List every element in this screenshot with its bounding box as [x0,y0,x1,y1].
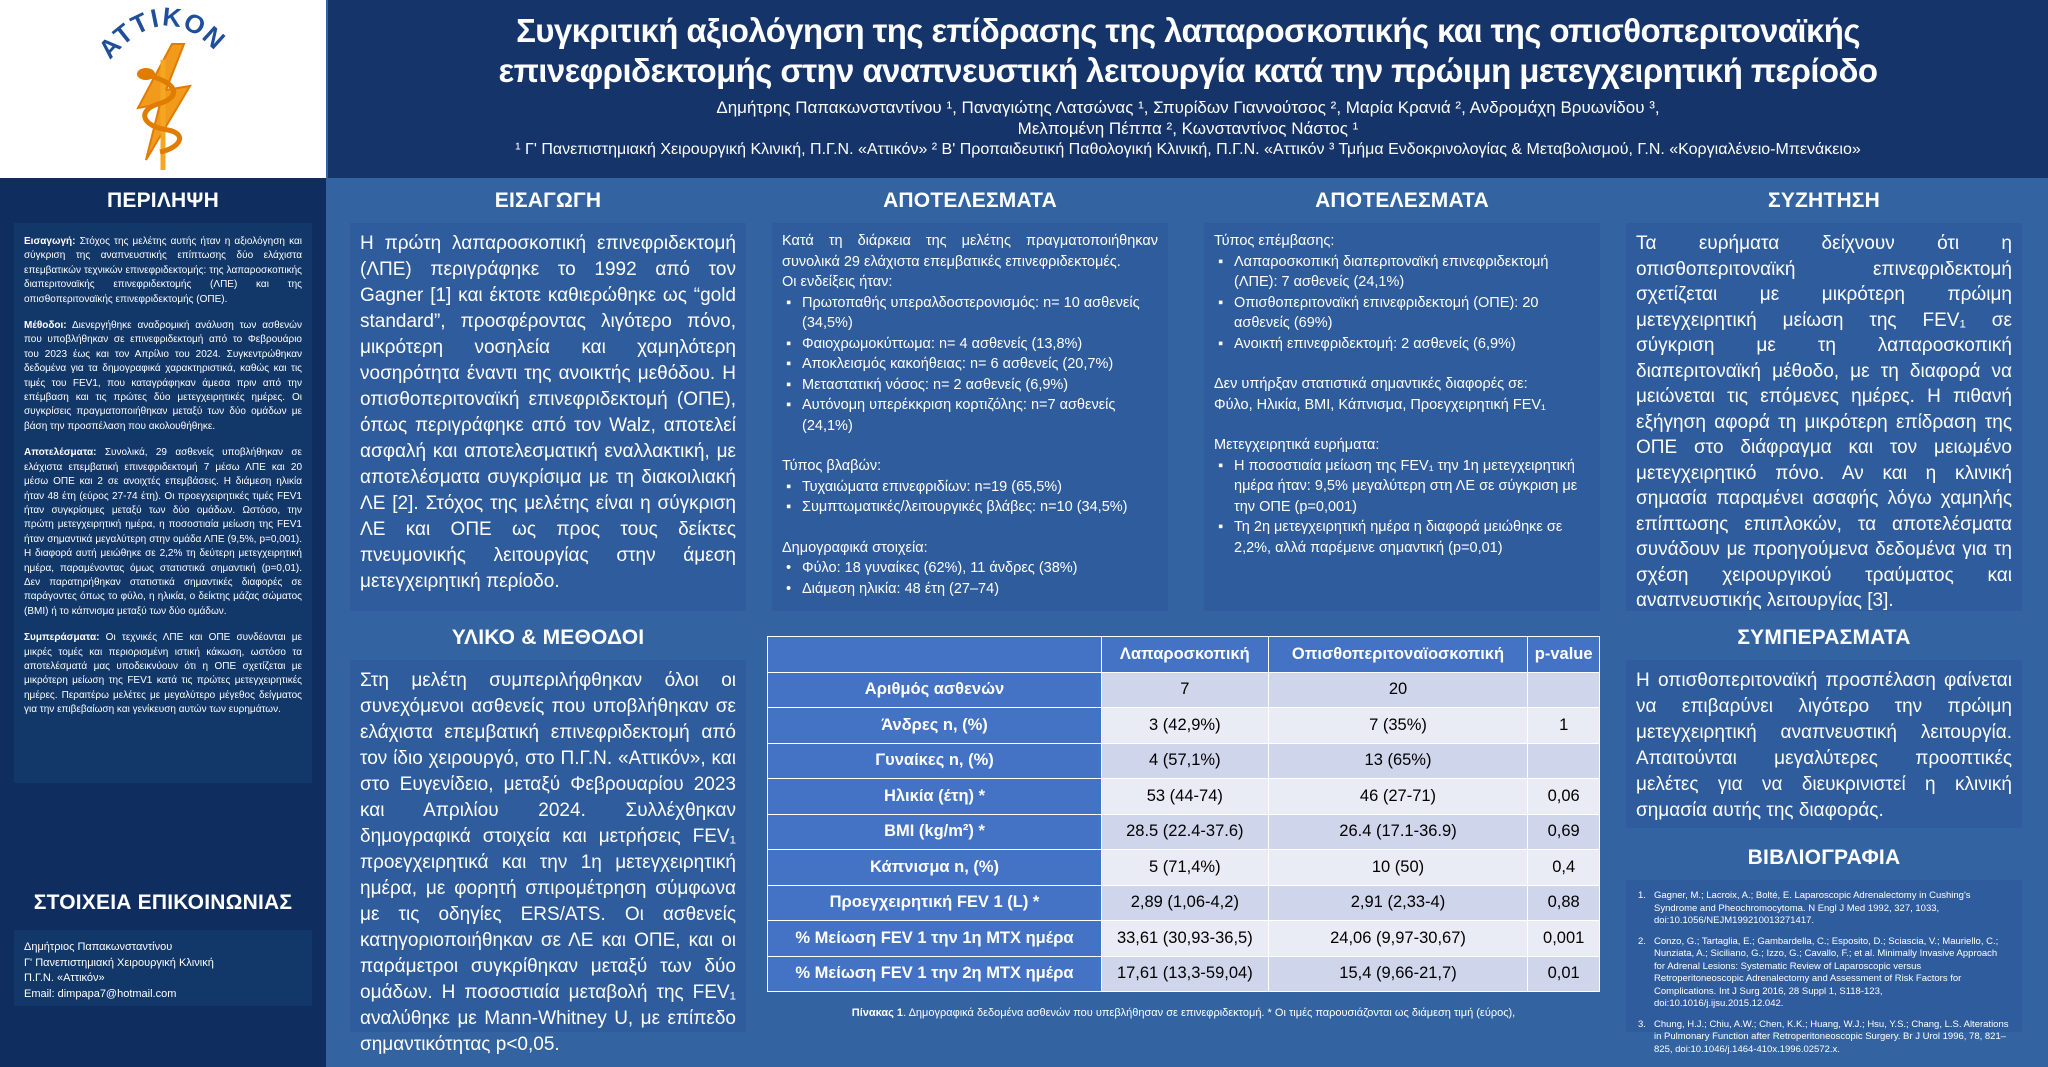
cell-laparoscopic: 7 [1102,672,1269,708]
indications-list [782,293,1158,437]
summary-conclusions-text: Οι τεχνικές ΛΠΕ και ΟΠΕ συνδέονται με μικρές τομές και περιορισμένη ιστική κάκωση, ωστόσο τα αποτελέσματά μας υποδεικνύουν ότι η ΟΠΕ σχετίζεται με μικρότερη μείωση της FEV1 κατά τις πρώτες μετεγχειρητικές ημέρες. Περαιτέρω μελέτες με μεγαλύτερο μέγεθος δείγματος για την επιβεβαίωση και γενίκευση αυτών των ευρημάτων. [24,632,302,716]
summary-methods [24,319,302,434]
cell-pvalue: 0,001 [1528,921,1600,957]
list-item: ▪ Λαπαροσκοπική διαπεριτοναϊκή επινεφριδεκτομή (ΛΠΕ): 7 ασθενείς (24,1%) [1214,252,1590,293]
caption-label: Πίνακας 1 [851,1007,904,1019]
no-difference-line-1: Δεν υπήρξαν στατιστικά σημαντικές διαφορές σε: [1214,376,1528,392]
summary-conclusions [24,631,302,717]
cell-laparoscopic: 3 (42,9%) [1102,708,1269,744]
results1-intro: Κατά τη διάρκεια της μελέτης πραγματοποιήθηκαν συνολικά 29 ελάχιστα επεμβατικές επινεφριδεκτομές. [782,233,1158,270]
cell-retroperitoneal: 46 (27-71) [1268,779,1528,815]
reference-item: 2. Conzo, G.; Tartaglia, E.; Gambardella, C.; Esposito, D.; Sciascia, V.; Mauriello, C.; Nunziata, A.; Siciliano, G.; Izzo, G.; Cavallo, F.; et al. Minimally Invasive Approach for Adrenal Lesions: Systematic Review of Laparoscopic versus Retroperitoneoscopic Adrenalectomy and Assessment of Risk Factors for Complications. Int J Surg 2016, 28 Suppl 1, S118-123, doi:10.1016/j.ijsu.2015.12.042. [1638,935,1999,1009]
authors-line-1: Δημήτρης Παπακωνσταντίνου ¹, Παναγιώτης Λατσώνας ¹, Σπυρίδων Γιαννούτσος ², Μαρία Κρανιά ², Ανδρομάχη Βρυωνίδου ³, [716,98,1660,117]
intro-text: Η πρώτη λαπαροσκοπική επινεφριδεκτομή (ΛΠΕ) περιγράφηκε το 1992 από τον Gagner [1] και έκτοτε καθιερώθηκε ως “gold standard”, προσφέροντας λιγότερο πόνο, μικρότερη νοσηλεία και χαμηλότερη νοσηρότητα έναντι της ανοικτής μεθόδου. Η οπισθοπεριτοναϊκή επινεφριδεκτομή (ΟΠΕ), όπως περιγράφηκε από τον Walz, αποτελεί ασφαλή και αποτελεσματική εναλλακτική, με αποτελέσματα συγκρίσιμα με τη διακοιλιακή ΛΕ [2]. Στόχος της μελέτης είναι η σύγκριση ΛΕ και ΟΠΕ ως προς τους δείκτες πνευμονικής λειτουργίας στην άμεση μετεγχειρητική περίοδο. [360,233,736,592]
summary-methods-text: Διενεργήθηκε αναδρομική ανάλυση των ασθενών που υποβλήθηκαν σε επινεφριδεκτομή από το Φεβρουάριο του 2023 έως και τον Απρίλιο του 2024. Συγκεντρώθηκαν δεδομένα για τα δημογραφικά χαρακτηριστικά, καθώς και τις τιμές του FEV1, που καταγράφηκαν άμεσα πριν από την επέμβαση και τις πρώτες δύο μετεγχειρητικές ημέρες. Οι συγκρίσεις πραγματοποιήθηκαν μεταξύ των δύο ομάδων με βάση την προσπέλαση που ακολουθήθηκε. [24,320,302,432]
contact-title: ΣΤΟΙΧΕΙΑ ΕΠΙΚΟΙΝΩΝΙΑΣ [33,891,293,914]
no-difference-line-2: Φύλο, Ηλικία, BMI, Κάπνισμα, Προεγχειρητική FEV₁ [1214,396,1546,413]
list-item: • Διάμεση ηλικία: 48 έτη (27–74) [782,579,1158,600]
results2-box [1204,223,1600,611]
summary-results-text: Συνολικά, 29 ασθενείς υποβλήθηκαν σε ελάχιστα επεμβατική επινεφριδεκτομή 7 μέσω ΛΠΕ και 20 μέσω ΟΠΕ και 2 σε ανοιχτές επεμβάσεις. Η διάμεση ηλικία ήταν 48 έτη (εύρος 27-74 έτη). Οι προεγχειρητικές τιμές FEV1 ήταν συγκρίσιμες μεταξύ των δύο ομάδων. Ωστόσο, την πρώτη μετεγχειρητική ημέρα, η ποσοστιαία μείωση της FEV1 ήταν σημαντικά μεγαλύτερη στην ομάδα ΛΠΕ (9,5%, p=0,001). Η διαφορά αυτή μειώθηκε σε 2,2% τη δεύτερη μετεγχειρητική ημέρα, παραμένοντας όμως στατιστικά σημαντική (p=0,01). Δεν παρατηρήθηκαν στατιστικά σημαντικές διαφορές σε παράγοντες όπως το φύλο, η ηλικία, ο δείκτης μάζας σώματος (BMI) ή το κάπνισμα μεταξύ των δύο ομάδων. [24,447,302,617]
reference-list [1638,890,2010,1056]
cell-retroperitoneal: 7 (35%) [1268,708,1528,744]
attikon-logo [0,0,326,178]
row-label: Γυναίκες n, (%) [768,743,1102,779]
reference-text: Chung, H.J.; Chiu, A.W.; Chen, K.K.; Huang, W.J.; Hsu, Y.S.; Chang, L.S. Alterations in Pulmonary Function after Retroperitoneoscopic Surgery. Br J Urol 1996, 78, 821–825, doi:10.1046/j.1464-410x.1996.02572.x. [1654,1018,2009,1055]
row-label: BMI (kg/m²) * [768,814,1102,850]
cell-laparoscopic: 2,89 (1,06-4,2) [1102,885,1269,921]
reference-item: 3. Chung, H.J.; Chiu, A.W.; Chen, K.K.; Huang, W.J.; Hsu, Y.S.; Chang, L.S. Alterations in Pulmonary Function after Retroperitoneoscopic Surgery. Br J Urol 1996, 78, 821–825, doi:10.1046/j.1464-410x.1996.02572.x. [1638,1018,2009,1055]
list-item: ▪ Οπισθοπεριτοναϊκή επινεφριδεκτομή (ΟΠΕ): 20 ασθενείς (69%) [1214,293,1590,334]
indications-label: Οι ενδείξεις ήταν: [782,274,893,290]
row-label: % Μείωση FEV 1 την 1η ΜΤΧ ημέρα [768,921,1102,957]
table-row [768,850,1600,886]
title-line-2: επινεφριδεκτομής στην αναπνευστική λειτουργία κατά την πρώιμη μετεγχειρητική περίοδο [498,52,1878,89]
summary-results-label: Αποτελέσματα: [24,447,97,459]
list-item: ▪ Αποκλεισμός κακοήθειας: n= 6 ασθενείς (20,7%) [782,354,1158,375]
conclusions-title: ΣΥΜΠΕΡΑΣΜΑΤΑ [1737,626,1911,649]
logo-text: ΑΤΤΙΚΟΝ [92,1,233,65]
list-item: ▪ Συμπτωματικές/λειτουργικές βλάβες: n=10 (34,5%) [782,497,1158,518]
row-label: Προεγχειρητική FEV 1 (L) * [768,885,1102,921]
cell-retroperitoneal: 2,91 (2,33-4) [1268,885,1528,921]
table-row [768,672,1600,708]
cell-retroperitoneal: 26.4 (17.1-36.9) [1268,814,1528,850]
list-item: ▪ Τη 2η μετεγχειρητική ημέρα η διαφορά μειώθηκε σε 2,2%, αλλά παρέμεινε σημαντική (p=0,01) [1214,517,1590,558]
cell-retroperitoneal: 10 (50) [1268,850,1528,886]
demographics-label: Δημογραφικά στοιχεία: [782,539,928,556]
list-item: ▪ Τυχαιώματα επινεφριδίων: n=19 (65,5%) [782,477,1158,498]
list-item: ▪ Φαιοχρωμοκύττωμα: n= 4 ασθενείς (13,8%) [782,334,1158,355]
table-caption [767,1007,1600,1019]
cell-laparoscopic: 33,61 (30,93-36,5) [1102,921,1269,957]
methods-title: ΥΛΙΚΟ & ΜΕΘΟΔΟΙ [451,626,645,649]
discussion-box [1626,223,2022,611]
results1-box [772,223,1168,611]
results1-title: ΑΠΟΤΕΛΕΣΜΑΤΑ [883,189,1057,212]
contact-name: Δημήτριος Παπακωνσταντίνου [24,941,173,953]
table-row [768,885,1600,921]
cell-laparoscopic: 4 (57,1%) [1102,743,1269,779]
poster-header [328,0,2048,178]
list-item: ▪ Αυτόνομη υπερέκκριση κορτιζόλης: n=7 ασθενείς (24,1%) [782,395,1158,436]
list-item: • Φύλο: 18 γυναίκες (62%), 11 άνδρες (38%) [782,558,1158,579]
table-row [768,779,1600,815]
table-header-cell [768,637,1102,673]
surgery-type-list [1214,252,1590,355]
cell-pvalue: 0,01 [1528,956,1600,992]
summary-intro-label: Εισαγωγή: [24,236,76,247]
summary-results [24,446,302,619]
cell-pvalue: 0,4 [1528,850,1600,886]
demographics-list [782,558,1158,599]
summary-title: ΠΕΡΙΛΗΨΗ [107,189,219,212]
row-label: Κάπνισμα n, (%) [768,850,1102,886]
authors-line-2: Μελπομένη Πέππα ², Κωνσταντίνος Νάστος ¹ [1017,119,1359,138]
cell-retroperitoneal: 15,4 (9,66-21,7) [1268,956,1528,992]
methods-box [350,660,746,1055]
poster-title [328,0,2048,91]
list-item: ▪ Μεταστατική νόσος: n= 2 ασθενείς (6,9%) [782,375,1158,396]
bibliography-title: ΒΙΒΛΙΟΓΡΑΦΙΑ [1747,846,1901,869]
cell-pvalue: 1 [1528,708,1600,744]
cell-retroperitoneal: 13 (65%) [1268,743,1528,779]
title-line-1: Συγκριτική αξιολόγηση της επίδρασης της λαπαροσκοπικής και της οπισθοπεριτοναϊκής [516,12,1860,49]
summary-conclusions-label: Συμπεράσματα: [24,632,100,644]
summary-intro [24,235,302,307]
table-row [768,814,1600,850]
table-header-row [768,637,1600,673]
reference-text: Gagner, M.; Lacroix, A.; Bolté, E. Laparoscopic Adrenalectomy in Cushing's Syndrome and Pheochromocytoma. N Engl J Med 1992, 327, 1033, doi:10.1056/NEJM199210013271417. [1654,890,1971,926]
cell-pvalue [1528,672,1600,708]
results2-title: ΑΠΟΤΕΛΕΣΜΑΤΑ [1315,189,1489,212]
demographics-table [767,636,1600,992]
table-row [768,921,1600,957]
reference-item: 1. Gagner, M.; Lacroix, A.; Bolté, E. Laparoscopic Adrenalectomy in Cushing's Syndrome and Pheochromocytoma. N Engl J Med 1992, 327, 1033, doi:10.1056/NEJM199210013271417. [1638,890,1971,926]
surgery-type-label: Τύπος επέμβασης: [1214,233,1335,249]
table-header-cell: Οπισθοπεριτοναϊοσκοπική [1268,637,1528,673]
summary-box [14,223,312,783]
caption-text: . Δημογραφικά δεδομένα ασθενών που υπεβλήθησαν σε επινεφριδεκτομή. * Οι τιμές παρουσιάζονται ως διάμεση τιμή (εύρος), [903,1007,1516,1019]
list-item: ▪ Η ποσοστιαία μείωση της FEV₁ την 1η μετεγχειρητική ημέρα ήταν: 9,5% μεγαλύτερη στη ΛΕ σε σύγκριση με την ΟΠΕ (p=0,001) [1214,456,1590,518]
svg-text:ΑΤΤΙΚΟΝ [92,1,232,64]
cell-pvalue: 0,88 [1528,885,1600,921]
table-row [768,708,1600,744]
row-label: Ηλικία (έτη) * [768,779,1102,815]
discussion-text: Τα ευρήματα δείχνουν ότι η οπισθοπεριτοναϊκή επινεφριδεκτομή σχετίζεται με μικρότερη πρώιμη μετεγχειρητική μείωση της FEV₁ σε σύγκριση με τη λαπαροσκοπική διαπεριτοναϊκή μέθοδο, με τη διαφορά να μειώνεται τις επόμενες ημέρες. Η πιθανή εξήγηση αφορά τη μικρότερη επίδραση της ΟΠΕ στο διάφραγμα και τον μειωμένο μετεγχειρητικό πόνο. Αν και η κλινική σημασία παραμένει ασαφής λόγω χαμηλής επίπτωσης επιπλοκών, τα αποτελέσματα συνάδουν με προηγούμενα δεδομένα για τη σχέση χειρουργικού τραύματος και αναπνευστικής λειτουργίας [3]. [1636,233,2012,611]
contact-clinic: Γ' Πανεπιστημιακή Χειρουργική Κλινική [24,956,214,969]
cell-pvalue [1528,743,1600,779]
row-label: % Μείωση FEV 1 την 2η ΜΤΧ ημέρα [768,956,1102,992]
intro-title: ΕΙΣΑΓΩΓΗ [494,189,602,212]
methods-text: Στη μελέτη συμπεριλήφθηκαν όλοι οι συνεχόμενοι ασθενείς που υποβλήθηκαν σε ελάχιστα επεμβατική επινεφριδεκτομή από τον ίδιο χειρουργό, στο Π.Γ.Ν. «Αττικόν», και στο Ευγενίδειο, μεταξύ Φεβρουαρίου 2023 και Απριλίου 2024. Συλλέχθηκαν δημογραφικά στοιχεία και μετρήσεις FEV₁ προεγχειρητικά και την 1η μετεγχειρητική ημέρα, με φορητή σπιρομέτρηση σύμφωνα με τις οδηγίες ERS/ATS. Οι ασθενείς κατηγοριοποιήθηκαν σε ΛΕ και ΟΠΕ, και οι παράμετροι συγκρίθηκαν μεταξύ των δύο ομάδων. Η ποσοστιαία μεταβολή της FEV₁ αναλύθηκε με Mann-Whitney U, με επίπεδο σημαντικότητας p<0,05. [360,670,736,1055]
contact-hospital: Π.Γ.Ν. «Αττικόν» [24,972,105,984]
lesions-label: Τύπος βλαβών: [782,458,882,474]
summary-methods-label: Μέθοδοι: [24,320,67,332]
cell-pvalue: 0,06 [1528,779,1600,815]
contact-email[interactable]: Email: dimpapa7@hotmail.com [24,987,177,1000]
lesions-list [782,477,1158,518]
cell-pvalue: 0,69 [1528,814,1600,850]
list-item: ▪ Ανοικτή επινεφριδεκτομή: 2 ασθενείς (6,9%) [1214,334,1590,355]
contact-box [14,930,312,1006]
table-header-cell: p-value [1528,637,1600,673]
cell-laparoscopic: 53 (44-74) [1102,779,1269,815]
postop-list [1214,456,1590,559]
bibliography-box [1626,880,2022,1055]
table-row [768,956,1600,992]
row-label: Αριθμός ασθενών [768,672,1102,708]
cell-laparoscopic: 5 (71,4%) [1102,850,1269,886]
list-item: ▪ Πρωτοπαθής υπεραλδοστερονισμός: n= 10 ασθενείς (34,5%) [782,293,1158,334]
cell-laparoscopic: 28.5 (22.4-37.6) [1102,814,1269,850]
affiliations: ¹ Γ' Πανεπιστημιακή Χειρουργική Κλινική, Π.Γ.Ν. «Αττικόν» ² Β' Προπαιδευτική Παθολογική Κλινική, Π.Γ.Ν. «Αττικόν ³ Τμήμα Ενδοκρινολογίας & Μεταβολισμού, Γ.Ν. «Κοργιαλένειο-Μπενάκειο» [515,141,1861,158]
conclusions-text: Η οπισθοπεριτοναϊκή προσπέλαση φαίνεται να επιβαρύνει λιγότερο την πρώιμη μετεγχειρητική αναπνευστική λειτουργία. Απαιτούνται μεγαλύτερες προοπτικές μελέτες για να διευκρινιστεί η κλινική σημασία αυτής της διαφοράς. [1636,670,2012,821]
discussion-title: ΣΥΖΗΤΗΣΗ [1768,189,1880,212]
conclusions-box [1626,660,2022,828]
authors [328,97,2048,139]
table-row [768,743,1600,779]
intro-box [350,223,746,611]
row-label: Άνδρες n, (%) [768,708,1102,744]
cell-retroperitoneal: 20 [1268,672,1528,708]
logo-panel [0,0,326,178]
postop-label: Μετεγχειρητικά ευρήματα: [1214,437,1380,453]
summary-intro-text: Στόχος της μελέτης αυτής ήταν η αξιολόγηση και σύγκριση της αναπνευστικής επίπτωσης δύο ελάχιστα επεμβατικών τεχνικών επινεφριδεκτομής: της λαπαροσκοπικής διαπεριτοναϊκής επινεφριδεκτομής (ΛΠΕ) και της οπισθοπεριτοναϊκής επινεφριδεκτομής (ΟΠΕ). [24,236,302,305]
reference-text: Conzo, G.; Tartaglia, E.; Gambardella, C.; Esposito, D.; Sciascia, V.; Mauriello, C.; Nunziata, A.; Siciliano, G.; Izzo, G.; Cavallo, F.; et al. Minimally Invasive Approach for Adrenal Lesions: Systematic Review of Laparoscopic versus Retroperitoneoscopic Adrenalectomy and Assessment of Risk Factors for Complications. Int J Surg 2016, 28 Suppl 1, S118-123, doi:10.1016/j.ijsu.2015.12.042. [1654,935,1999,1009]
cell-retroperitoneal: 24,06 (9,97-30,67) [1268,921,1528,957]
table-header-cell: Λαπαροσκοπική [1102,637,1269,673]
cell-laparoscopic: 17,61 (13,3-59,04) [1102,956,1269,992]
